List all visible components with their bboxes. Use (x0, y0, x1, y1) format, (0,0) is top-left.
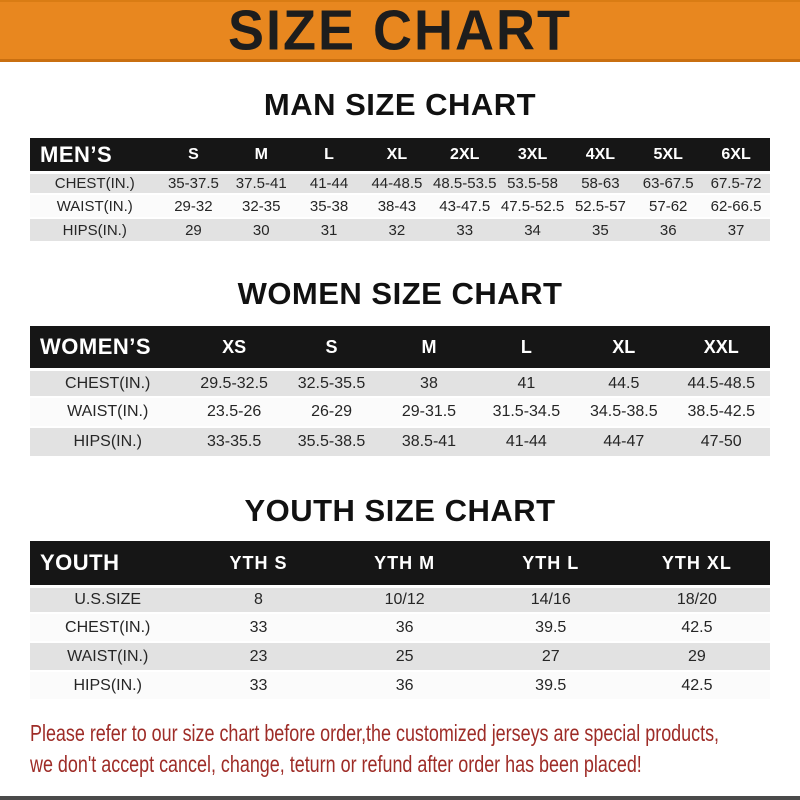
size-column-header: YTH L (522, 552, 580, 573)
size-column-header: 4XL (585, 145, 616, 163)
measurement-value: 29-31.5 (380, 398, 477, 428)
measurement-value: 18/20 (624, 585, 770, 614)
table-row (30, 614, 770, 643)
size-column-header: YTH S (229, 552, 288, 573)
size-column-header: 5XL (653, 145, 683, 163)
measurement-value: 36 (634, 219, 702, 243)
table-row (30, 398, 770, 428)
measurement-value: 31 (295, 219, 363, 243)
measurement-label: CHEST(IN.) (30, 614, 185, 643)
size-column-header: L (324, 145, 334, 163)
measurement-value: 44.5-48.5 (673, 368, 771, 398)
measurement-value: 35 (566, 219, 634, 243)
size-column-header: M (254, 145, 268, 163)
measurement-value: 44-48.5 (363, 171, 431, 195)
measurement-value: 38 (380, 368, 477, 398)
size-column-header: XXL (703, 336, 739, 357)
measurement-value: 58-63 (566, 171, 634, 195)
measurement-value: 38.5-41 (380, 428, 477, 458)
size-column-header: 2XL (450, 145, 480, 163)
measurement-value: 10/12 (332, 585, 478, 614)
size-column-header: 3XL (517, 145, 548, 163)
size-column-header: S (188, 145, 199, 163)
measurement-value: 35-38 (295, 195, 363, 219)
measurement-value: 33 (185, 672, 331, 701)
measurement-value: 34 (499, 219, 567, 243)
measurement-value: 36 (332, 614, 478, 643)
measurement-value: 67.5-72 (702, 171, 770, 195)
size-column-header: XS (222, 336, 247, 357)
measurement-value: 42.5 (624, 614, 770, 643)
man-size-chart-section (0, 87, 800, 243)
measurement-label: U.S.SIZE (30, 585, 185, 614)
measurement-value: 44-47 (575, 428, 672, 458)
size-column-header: YTH M (374, 552, 436, 573)
measurement-value: 27 (478, 643, 624, 672)
measurement-value: 23.5-26 (185, 398, 282, 428)
measurement-value: 36 (332, 672, 478, 701)
measurement-value: 32-35 (227, 195, 295, 219)
measurement-value: 62-66.5 (702, 195, 770, 219)
table-row (30, 643, 770, 672)
measurement-value: 32.5-35.5 (283, 368, 380, 398)
measurement-label: WAIST(IN.) (30, 643, 185, 672)
measurement-label: HIPS(IN.) (30, 672, 185, 701)
youth-size-chart-section (0, 493, 800, 701)
table-row (30, 672, 770, 701)
measurement-value: 34.5-38.5 (575, 398, 672, 428)
measurement-value: 8 (185, 585, 331, 614)
women-size-chart-section (0, 276, 800, 458)
measurement-value: 37.5-41 (227, 171, 295, 195)
size-column-header: 6XL (721, 145, 751, 163)
measurement-value: 33 (185, 614, 331, 643)
measurement-value: 23 (185, 643, 331, 672)
table-header-row (30, 326, 770, 368)
measurement-value: 31.5-34.5 (478, 398, 575, 428)
measurement-label: HIPS(IN.) (30, 428, 185, 458)
measurement-value: 32 (363, 219, 431, 243)
size-column-header: YTH XL (661, 552, 732, 573)
section-heading-women: WOMEN SIZE CHART (237, 276, 563, 311)
measurement-value: 44.5 (575, 368, 672, 398)
banner-title: SIZE CHART (228, 0, 572, 62)
section-heading-man: MAN SIZE CHART (263, 87, 537, 122)
size-column-header: M (421, 336, 437, 357)
table-header-row (30, 541, 770, 585)
table-category-header: MEN’S (40, 141, 113, 167)
table-row (30, 585, 770, 614)
measurement-label: HIPS(IN.) (30, 219, 160, 243)
size-column-header: XL (612, 336, 636, 357)
women-size-table (30, 326, 770, 458)
size-chart-banner (0, 0, 800, 62)
table-category-header: WOMEN’S (40, 334, 152, 359)
measurement-value: 39.5 (478, 614, 624, 643)
size-column-header: XL (386, 145, 408, 163)
measurement-value: 37 (702, 219, 770, 243)
table-header-row (30, 138, 770, 171)
table-category-header: YOUTH (40, 550, 120, 575)
youth-size-table (30, 541, 770, 701)
table-row (30, 219, 770, 243)
measurement-value: 35.5-38.5 (283, 428, 380, 458)
disclaimer-line-1: Please refer to our size chart before order,the customized jerseys are special products, (30, 720, 720, 746)
measurement-value: 47.5-52.5 (499, 195, 567, 219)
measurement-value: 57-62 (634, 195, 702, 219)
measurement-value: 48.5-53.5 (431, 171, 499, 195)
size-column-header: L (520, 336, 532, 357)
measurement-label: CHEST(IN.) (30, 368, 185, 398)
measurement-value: 41-44 (295, 171, 363, 195)
measurement-value: 14/16 (478, 585, 624, 614)
measurement-value: 26-29 (283, 398, 380, 428)
measurement-label: WAIST(IN.) (30, 398, 185, 428)
measurement-label: WAIST(IN.) (30, 195, 160, 219)
measurement-value: 25 (332, 643, 478, 672)
measurement-value: 41-44 (478, 428, 575, 458)
measurement-value: 42.5 (624, 672, 770, 701)
measurement-value: 29 (624, 643, 770, 672)
measurement-value: 33 (431, 219, 499, 243)
measurement-value: 35-37.5 (160, 171, 228, 195)
table-row (30, 195, 770, 219)
size-column-header: S (325, 336, 338, 357)
table-row (30, 428, 770, 458)
bottom-border-strip (0, 796, 800, 800)
measurement-label: CHEST(IN.) (30, 171, 160, 195)
measurement-value: 53.5-58 (499, 171, 567, 195)
disclaimer-line-2: we don't accept cancel, change, teturn or refund after order has been placed! (30, 751, 642, 777)
measurement-value: 39.5 (478, 672, 624, 701)
measurement-value: 43-47.5 (431, 195, 499, 219)
table-row (30, 368, 770, 398)
measurement-value: 38-43 (363, 195, 431, 219)
measurement-value: 38.5-42.5 (673, 398, 771, 428)
measurement-value: 30 (227, 219, 295, 243)
table-row (30, 171, 770, 195)
measurement-value: 33-35.5 (185, 428, 282, 458)
measurement-value: 29 (160, 219, 228, 243)
measurement-value: 52.5-57 (566, 195, 634, 219)
measurement-value: 47-50 (673, 428, 771, 458)
measurement-value: 63-67.5 (634, 171, 702, 195)
order-disclaimer (0, 718, 800, 780)
measurement-value: 29-32 (160, 195, 228, 219)
measurement-value: 29.5-32.5 (185, 368, 282, 398)
man-size-table (30, 138, 770, 243)
measurement-value: 41 (478, 368, 575, 398)
section-heading-youth: YOUTH SIZE CHART (244, 493, 556, 528)
